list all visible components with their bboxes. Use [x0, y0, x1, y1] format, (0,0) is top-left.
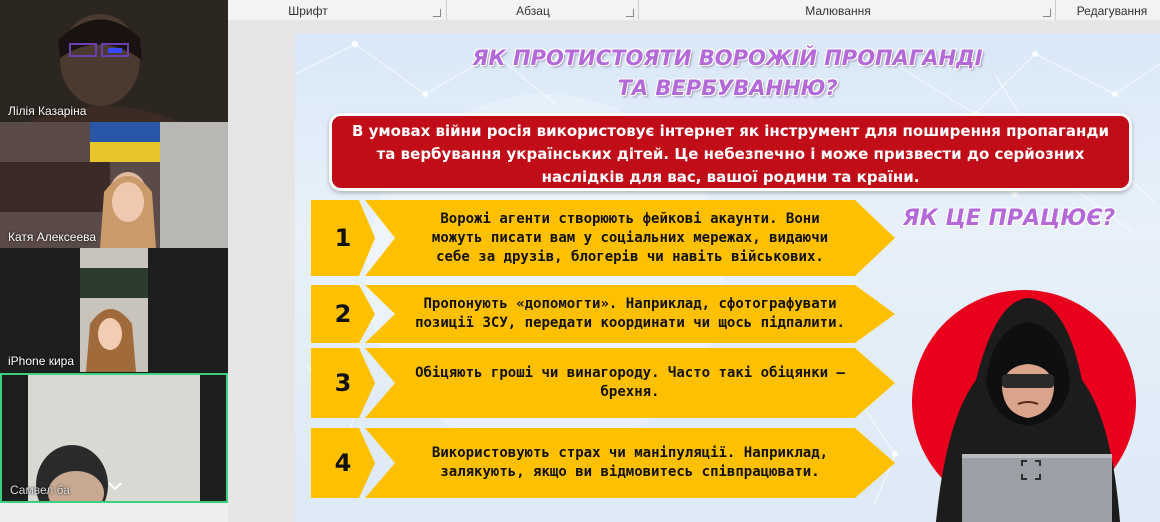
how-it-works-heading: ЯК ЦЕ ПРАЦЮЄ?	[902, 206, 1116, 231]
ribbon-separator	[446, 0, 447, 20]
step-number: 3	[334, 369, 352, 397]
ribbon-separator	[1055, 0, 1056, 20]
font-dialog-launcher-icon[interactable]	[433, 9, 441, 17]
step-text: Пропонують «допомогти». Наприклад, сфотографувати позиції ЗСУ, передати координати чи щось підпалити.	[415, 296, 845, 331]
intro-banner: В умовах війни росія використовує інтернет як інструмент для поширення пропаганди та вербування українських дітей. Це небезпечно і може призвести до серйозних наслідків для вас, вашої родини та країни.	[329, 113, 1132, 191]
slide-canvas-area	[228, 20, 1160, 522]
ribbon-group-font: Шрифт	[288, 4, 328, 18]
hooded-hacker-illustration	[906, 270, 1151, 522]
step-arrow	[365, 285, 895, 343]
step-number: 2	[334, 300, 352, 328]
step-text: Ворожі агенти створюють фейкові акаунти. Вони можуть писати вам у соціальних мережах, видаючи себе за друзів, блогерів чи навіть військових.	[431, 210, 829, 265]
participant-tile-active-speaker[interactable]	[0, 373, 228, 503]
participant-name: Лілія Казаріна	[8, 104, 87, 118]
ribbon-separator	[638, 0, 639, 20]
participant-name: iPhone кира	[8, 354, 74, 368]
participant-tile[interactable]	[0, 122, 228, 248]
video-gallery	[0, 0, 228, 522]
ribbon-group-drawing: Малювання	[805, 4, 871, 18]
status-strip	[0, 503, 228, 522]
ribbon-group-paragraph: Абзац	[516, 4, 550, 18]
drawing-dialog-launcher-icon[interactable]	[1043, 9, 1051, 17]
step-arrow	[365, 348, 895, 418]
chevron-down-icon[interactable]	[108, 481, 122, 491]
step-text: Використовують страх чи маніпуляції. Наприклад, залякують, якщо ви відмовитесь співпрацювати.	[431, 445, 829, 480]
participant-tile[interactable]	[0, 248, 228, 372]
ribbon-group-editing: Редагування	[1076, 4, 1148, 18]
step-number: 1	[334, 224, 352, 252]
ribbon-group-labels	[228, 0, 1160, 21]
slide-title: ТА ВЕРБУВАННЮ?	[617, 76, 838, 100]
presentation-slide[interactable]	[295, 34, 1160, 522]
step-number: 4	[334, 449, 352, 477]
step-arrow	[365, 200, 895, 276]
step-text: Обіцяють гроші чи винагороду. Часто такі обіцянки — брехня.	[415, 365, 845, 400]
participant-name: Самвел ба	[10, 483, 70, 497]
slide-title: ЯК ПРОТИСТОЯТИ ВОРОЖІЙ ПРОПАГАНДІ	[472, 46, 983, 70]
step-arrow	[365, 428, 895, 498]
participant-tile[interactable]	[0, 0, 228, 122]
participant-name: Катя Алексеева	[8, 230, 97, 244]
expand-icon[interactable]	[1019, 458, 1043, 482]
paragraph-dialog-launcher-icon[interactable]	[626, 9, 634, 17]
